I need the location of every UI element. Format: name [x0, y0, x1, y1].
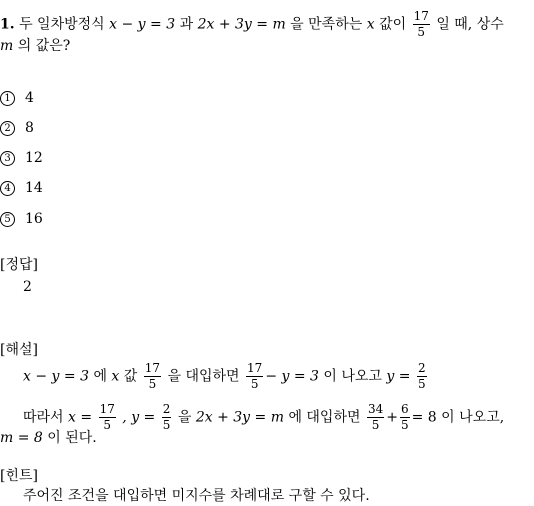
question-line-2-text: 의 값은? [17, 38, 71, 54]
expl-result: = 8 [411, 409, 437, 426]
equation-2: 2x + 3y = m [197, 16, 286, 33]
fraction-denominator: 5 [250, 377, 259, 391]
expl-text: 이 나오고, [441, 409, 505, 426]
question-intro: 두 일차방정식 [19, 16, 105, 33]
choice-value: 8 [25, 120, 34, 136]
fraction [246, 362, 263, 391]
var-x: x [366, 16, 375, 33]
question-tail: 일 때, 상수 [436, 16, 504, 33]
equation-1: x − y = 3 [109, 16, 176, 33]
expl-eq: x − y = 3 [23, 368, 89, 385]
expl-var-x: x = [68, 409, 93, 426]
expl-text: 이 된다. [47, 430, 97, 446]
fraction-numerator: 17 [247, 361, 263, 375]
fraction [144, 362, 161, 391]
fraction-numerator: 6 [400, 402, 409, 416]
choice-2 [0, 118, 34, 138]
choice-3 [0, 148, 43, 168]
choice-value: 4 [25, 90, 34, 106]
fraction-numerator: 17 [413, 9, 429, 23]
explanation-line-1 [23, 362, 429, 391]
fraction-denominator: 5 [417, 25, 426, 39]
fraction-denominator: 5 [400, 418, 409, 432]
fraction [417, 362, 427, 391]
explanation-line-3 [0, 428, 97, 448]
expl-var-y: , y = [122, 409, 156, 426]
question-number: 1. [0, 16, 15, 33]
choice-4 [0, 178, 43, 198]
fraction [400, 403, 410, 432]
choice-1 [0, 88, 34, 108]
question-conj: 과 [179, 16, 194, 33]
choice-marker: 3 [0, 151, 15, 166]
choice-marker: 5 [0, 212, 15, 227]
choice-marker: 4 [0, 181, 15, 196]
question-mid: 을 만족하는 [290, 16, 363, 33]
fraction-denominator: 5 [103, 418, 112, 432]
expl-text: 값 [123, 368, 138, 385]
expl-eq: − y = 3 [265, 368, 319, 385]
choice-marker: 2 [0, 121, 15, 136]
expl-text: 을 대입하면 [167, 368, 240, 385]
fraction [99, 403, 116, 432]
fraction-denominator: 5 [417, 377, 426, 391]
explanation-label: [해설] [0, 342, 38, 358]
expl-eq: 2x + 3y = m [195, 409, 284, 426]
answer-label: [정답] [0, 257, 38, 273]
fraction-numerator: 2 [417, 361, 426, 375]
choice-marker: 1 [0, 91, 15, 106]
plus-sign: + [386, 409, 398, 426]
expl-text: 에 대입하면 [288, 409, 361, 426]
choice-value: 14 [25, 180, 43, 196]
question-line-2 [0, 36, 70, 56]
question-mid2: 값이 [379, 16, 407, 33]
fraction-denominator: 5 [162, 418, 171, 432]
fraction-numerator: 17 [144, 361, 161, 375]
expl-text: 이 나오고 [323, 368, 382, 385]
expl-text: 에 [93, 368, 107, 385]
fraction-denominator: 5 [371, 418, 380, 432]
fraction-numerator: 17 [99, 402, 115, 416]
answer-value: 2 [23, 279, 32, 295]
hint-text: 주어진 조건을 대입하면 미지수를 차례대로 구할 수 있다. [23, 488, 370, 504]
fraction [367, 403, 384, 432]
fraction-denominator: 5 [148, 377, 157, 391]
choice-value: 12 [25, 150, 43, 166]
question-line-1 [0, 10, 504, 39]
var-m: m [0, 38, 14, 54]
expl-text: 따라서 [23, 409, 64, 426]
expl-var-y: y = [386, 368, 411, 385]
fraction-numerator: 2 [162, 402, 171, 416]
expl-var-x: x [111, 368, 120, 385]
choice-5 [0, 209, 43, 229]
expl-text: 을 [177, 409, 192, 426]
fraction [162, 403, 172, 432]
expl-eq: m = 8 [0, 430, 43, 446]
fraction-numerator: 34 [367, 402, 384, 416]
choice-value: 16 [25, 211, 43, 227]
hint-label: [힌트] [0, 468, 38, 484]
fraction-17-5 [413, 10, 430, 39]
